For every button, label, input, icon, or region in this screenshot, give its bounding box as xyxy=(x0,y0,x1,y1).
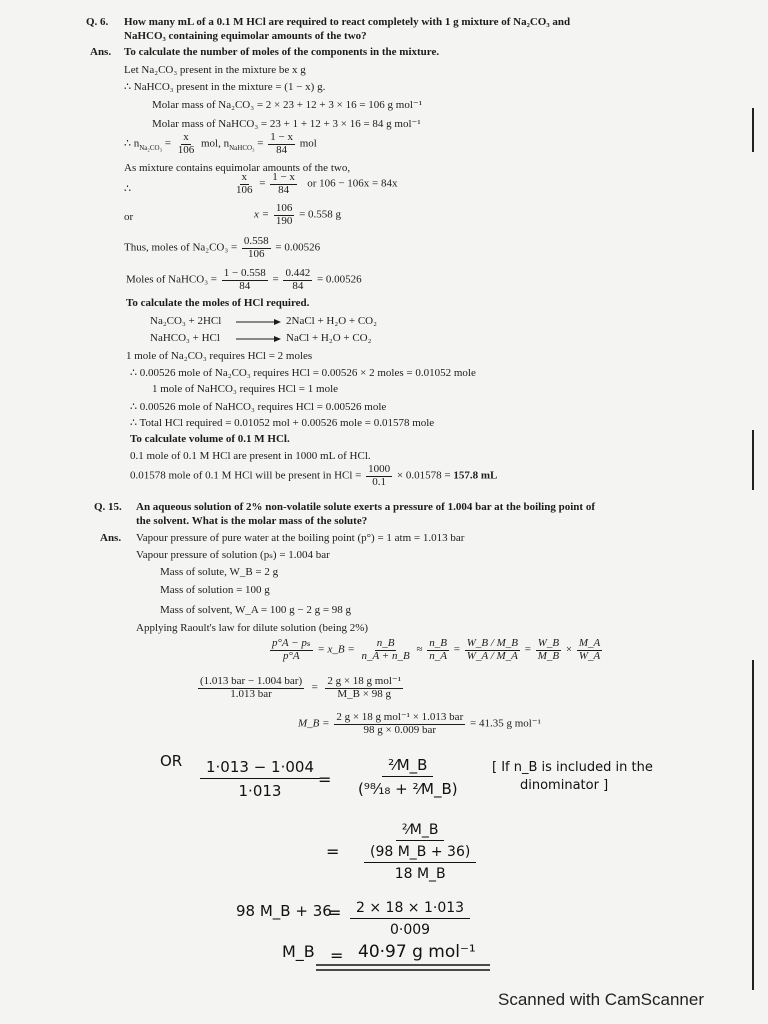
handwritten-lhs: 98 M_B + 36 xyxy=(236,902,332,920)
denominator: 18 M_B xyxy=(394,866,446,882)
fraction xyxy=(270,638,313,662)
q15-number: Q. 15. xyxy=(94,501,122,513)
reaction-arrow-icon xyxy=(234,333,282,345)
numerator: ²⁄M_B xyxy=(396,822,445,841)
q6-line: ∴ 0.00526 mole of NaHCO₃ requires HCl = 0.00526 mole xyxy=(130,401,387,413)
answer-underline xyxy=(314,962,494,974)
q15-ans-label: Ans. xyxy=(100,532,122,544)
numerator: 2 g × 18 g mol⁻¹ × 1.013 bar xyxy=(336,711,464,723)
q6-heading: To calculate volume of 0.1 M HCl. xyxy=(130,433,290,445)
therefore-symbol: ∴ xyxy=(124,183,131,195)
reaction-left: Na₂CO₃ + 2HCl xyxy=(150,315,222,327)
q15-line: Mass of solute, W_B = 2 g xyxy=(160,566,279,578)
denominator: n_A + n_B xyxy=(361,649,410,662)
numerator: 2 × 18 × 1·013 xyxy=(350,900,470,919)
text: = xyxy=(162,137,174,150)
handwritten-fraction xyxy=(350,900,470,938)
fraction xyxy=(364,844,476,882)
text: × xyxy=(565,643,573,656)
page-edge-line xyxy=(752,430,754,490)
q6-line: Let Na₂CO₃ present in the mixture be x g xyxy=(124,64,306,76)
q6-line: ∴ 0.00526 mole of Na₂CO₃ requires HCl = 0.00526 × 2 moles = 0.01052 mole xyxy=(130,367,476,379)
q6-equimolar-equation: $\frac{x}{106}$ = $\frac{1 - x}{84}$ or 106 − 106x = 84x xyxy=(236,171,398,196)
text: = xyxy=(524,643,531,656)
reaction-left: NaHCO₃ + HCl xyxy=(150,332,220,344)
text: mol xyxy=(299,137,317,150)
handwritten-note: [ If n_B is included in the xyxy=(492,760,653,775)
denominator: 1.013 bar xyxy=(230,687,272,700)
denominator: 106 xyxy=(248,247,265,260)
q6-line: As mixture contains equimolar amounts of the two, xyxy=(124,162,351,174)
denominator: 84 xyxy=(278,183,290,196)
q6-line: 1 mole of Na₂CO₃ requires HCl = 2 moles xyxy=(126,350,313,362)
fraction xyxy=(366,464,392,488)
q6-heading: To calculate the moles of HCl required. xyxy=(126,297,310,309)
text: M_B = xyxy=(298,717,330,730)
q6-moles-expression: ∴ $n_{Na_2CO_3}$ = $\frac{x}{106}$ mol, $n_{NaHCO_3}$ = $\frac{1 - x}{84}$ mol xyxy=(124,131,317,156)
q15-question-line1: An aqueous solution of 2% non-volatile solute exerts a pressure of 1.004 bar at the boiling point of xyxy=(136,501,595,513)
denominator: W_A / M_A xyxy=(466,649,518,662)
fraction xyxy=(270,172,297,196)
numerator: p°A − pₛ xyxy=(272,637,311,649)
fraction xyxy=(427,638,449,662)
substitution-equation xyxy=(196,676,405,700)
text: = xyxy=(453,643,460,656)
reaction-right: 2NaCl + H₂O + CO₂ xyxy=(286,315,377,327)
q6-line: Molar mass of Na₂CO₃ = 2 × 23 + 12 + 3 × 16 = 106 g mol⁻¹ xyxy=(152,99,423,111)
q6-question-line2: NaHCO₃ containing equimolar amounts of the two? xyxy=(124,30,367,42)
q6-number: Q. 6. xyxy=(86,16,109,28)
reaction-arrow-icon xyxy=(234,316,282,328)
fraction xyxy=(268,132,295,156)
reaction-right: NaCl + H₂O + CO₂ xyxy=(286,332,372,344)
denominator: (⁹⁸⁄₁₈ + ²⁄M_B) xyxy=(358,780,458,798)
q6-question-line1: How many mL of a 0.1 M HCl are required to react completely with 1 g mixture of Na₂CO₃ and xyxy=(124,16,571,28)
handwritten-equals: = xyxy=(326,842,340,861)
q6-line: ∴ NaHCO₃ present in the mixture = (1 − x) g. xyxy=(124,81,326,93)
fraction xyxy=(358,822,482,882)
numerator: 1 − x xyxy=(272,171,295,183)
text: = xyxy=(311,681,318,694)
fraction xyxy=(283,268,312,292)
q6-moles-na2co3 xyxy=(124,236,320,260)
numerator: W_B / M_B xyxy=(466,637,519,649)
denominator: 98 g × 0.009 bar xyxy=(363,723,437,736)
page-edge-line xyxy=(752,660,754,990)
text: = 0.00526 xyxy=(316,273,362,286)
text: Moles of NaHCO₃ = xyxy=(126,273,218,286)
fraction xyxy=(352,756,464,798)
q6-moles-nahco3: Moles of NaHCO₃ = $\frac{1 - 0.558}{84}$ = $\frac{0.442}{84}$ = 0.00526 xyxy=(126,267,362,292)
text: 0.01578 mole of 0.1 M HCl will be present in HCl = xyxy=(130,469,362,482)
fraction xyxy=(222,268,268,292)
denominator xyxy=(358,841,482,882)
raoult-law-equation xyxy=(268,638,604,662)
fraction xyxy=(325,676,403,700)
scanner-watermark: Scanned with CamScanner xyxy=(498,990,705,1009)
denominator: 84 xyxy=(292,279,304,292)
or-label: or xyxy=(124,211,134,223)
numerator: ²⁄M_B xyxy=(382,756,433,777)
numerator: n_B xyxy=(429,637,447,649)
handwritten-lhs-fraction xyxy=(200,758,320,800)
fraction xyxy=(274,203,295,227)
denominator: 190 xyxy=(275,214,293,227)
fraction xyxy=(334,712,465,736)
handwritten-equals: = xyxy=(330,946,344,965)
text: ∴ n xyxy=(124,137,140,150)
q6-line: 0.1 mole of 0.1 M HCl are present in 1000 mL of HCl. xyxy=(130,450,371,462)
text: = x_B = xyxy=(317,643,355,656)
handwritten-lhs: M_B xyxy=(282,942,315,961)
handwritten-equals: = xyxy=(318,770,332,789)
q15-line: Vapour pressure of pure water at the boiling point (p°) = 1 atm = 1.013 bar xyxy=(136,532,465,544)
q6-heading: To calculate the number of moles of the components in the mixture. xyxy=(124,46,440,58)
handwritten-equals: = xyxy=(328,903,342,922)
fraction xyxy=(200,758,320,800)
denominator: M_B xyxy=(537,649,560,662)
denominator: 0.1 xyxy=(372,475,387,488)
text: or 106 − 106x = 84x xyxy=(307,177,398,190)
text: x = xyxy=(254,208,272,221)
denominator: M_B × 98 g xyxy=(337,687,391,700)
numerator: 1 − x xyxy=(270,131,293,143)
numerator: 1000 xyxy=(368,463,391,475)
numerator: x xyxy=(183,131,189,143)
numerator: n_B xyxy=(376,637,395,649)
numerator: 2 g × 18 g mol⁻¹ xyxy=(327,675,402,687)
text: ≈ xyxy=(416,643,423,656)
q15-question-line2: the solvent. What is the molar mass of the solute? xyxy=(136,515,368,527)
fraction xyxy=(465,638,520,662)
q6-line: 1 mole of NaHCO₃ requires HCl = 1 mole xyxy=(152,383,339,395)
denominator: 84 xyxy=(276,143,288,156)
fraction xyxy=(536,638,561,662)
text: × 0.01578 = xyxy=(396,469,454,482)
denominator: 0·009 xyxy=(389,922,431,938)
molar-mass-result xyxy=(298,712,541,736)
q15-line: Mass of solvent, W_A = 100 g − 2 g = 98 g xyxy=(160,604,352,616)
text: mol, n xyxy=(201,137,230,150)
q15-line: Vapour pressure of solution (pₛ) = 1.004 bar xyxy=(136,549,330,561)
page-edge-line xyxy=(752,108,754,152)
subscript: Na₂CO₃ xyxy=(139,143,163,152)
numerator: W_B xyxy=(537,637,560,649)
denominator: n_A xyxy=(429,649,447,662)
numerator: M_A xyxy=(578,637,601,649)
numerator: 0.558 xyxy=(243,235,269,247)
denominator: p°A xyxy=(282,649,300,662)
numerator: 1·013 − 1·004 xyxy=(200,758,320,779)
q15-line: Applying Raoult's law for dilute solution (being 2%) xyxy=(136,622,369,634)
q6-x-equation xyxy=(254,203,341,227)
numerator: (1.013 bar − 1.004 bar) xyxy=(200,675,303,687)
fraction xyxy=(198,676,304,700)
handwritten-note: dinominator ] xyxy=(520,778,609,793)
handwritten-or: OR xyxy=(160,752,183,770)
answer: 157.8 mL xyxy=(453,469,498,482)
q6-ans-label: Ans. xyxy=(90,46,112,58)
denominator: 84 xyxy=(239,279,251,292)
denominator: 106 xyxy=(177,143,195,156)
denominator: 106 xyxy=(236,183,253,196)
handwritten-compound-fraction xyxy=(358,822,482,882)
text: Thus, moles of Na₂CO₃ = xyxy=(124,241,238,254)
q15-line: Mass of solution = 100 g xyxy=(160,584,270,596)
subscript: NaHCO₃ xyxy=(229,143,255,152)
q6-line: ∴ Total HCl required = 0.01052 mol + 0.00526 mole = 0.01578 mole xyxy=(130,417,435,429)
fraction xyxy=(242,236,271,260)
text: = 41.35 g mol⁻¹ xyxy=(469,717,541,730)
fraction xyxy=(350,900,470,938)
fraction xyxy=(360,638,412,662)
fraction xyxy=(234,172,255,196)
numerator: 0.442 xyxy=(285,267,311,279)
fraction xyxy=(577,638,602,662)
denominator: W_A xyxy=(578,649,601,662)
numerator: 1 − 0.558 xyxy=(223,267,266,279)
q6-final-volume xyxy=(130,464,497,488)
numerator: 106 xyxy=(275,202,293,214)
text: = 0.558 g xyxy=(299,208,342,221)
denominator: 1·013 xyxy=(238,782,282,800)
numerator: (98 M_B + 36) xyxy=(364,844,476,863)
handwritten-rhs-fraction xyxy=(352,756,464,798)
q6-line: Molar mass of NaHCO₃ = 23 + 1 + 12 + 3 × 16 = 84 g mol⁻¹ xyxy=(152,118,421,130)
text: = 0.00526 xyxy=(275,241,321,254)
fraction xyxy=(176,132,197,156)
handwritten-final-answer: 40·97 g mol⁻¹ xyxy=(358,942,476,962)
numerator: x xyxy=(241,171,247,183)
